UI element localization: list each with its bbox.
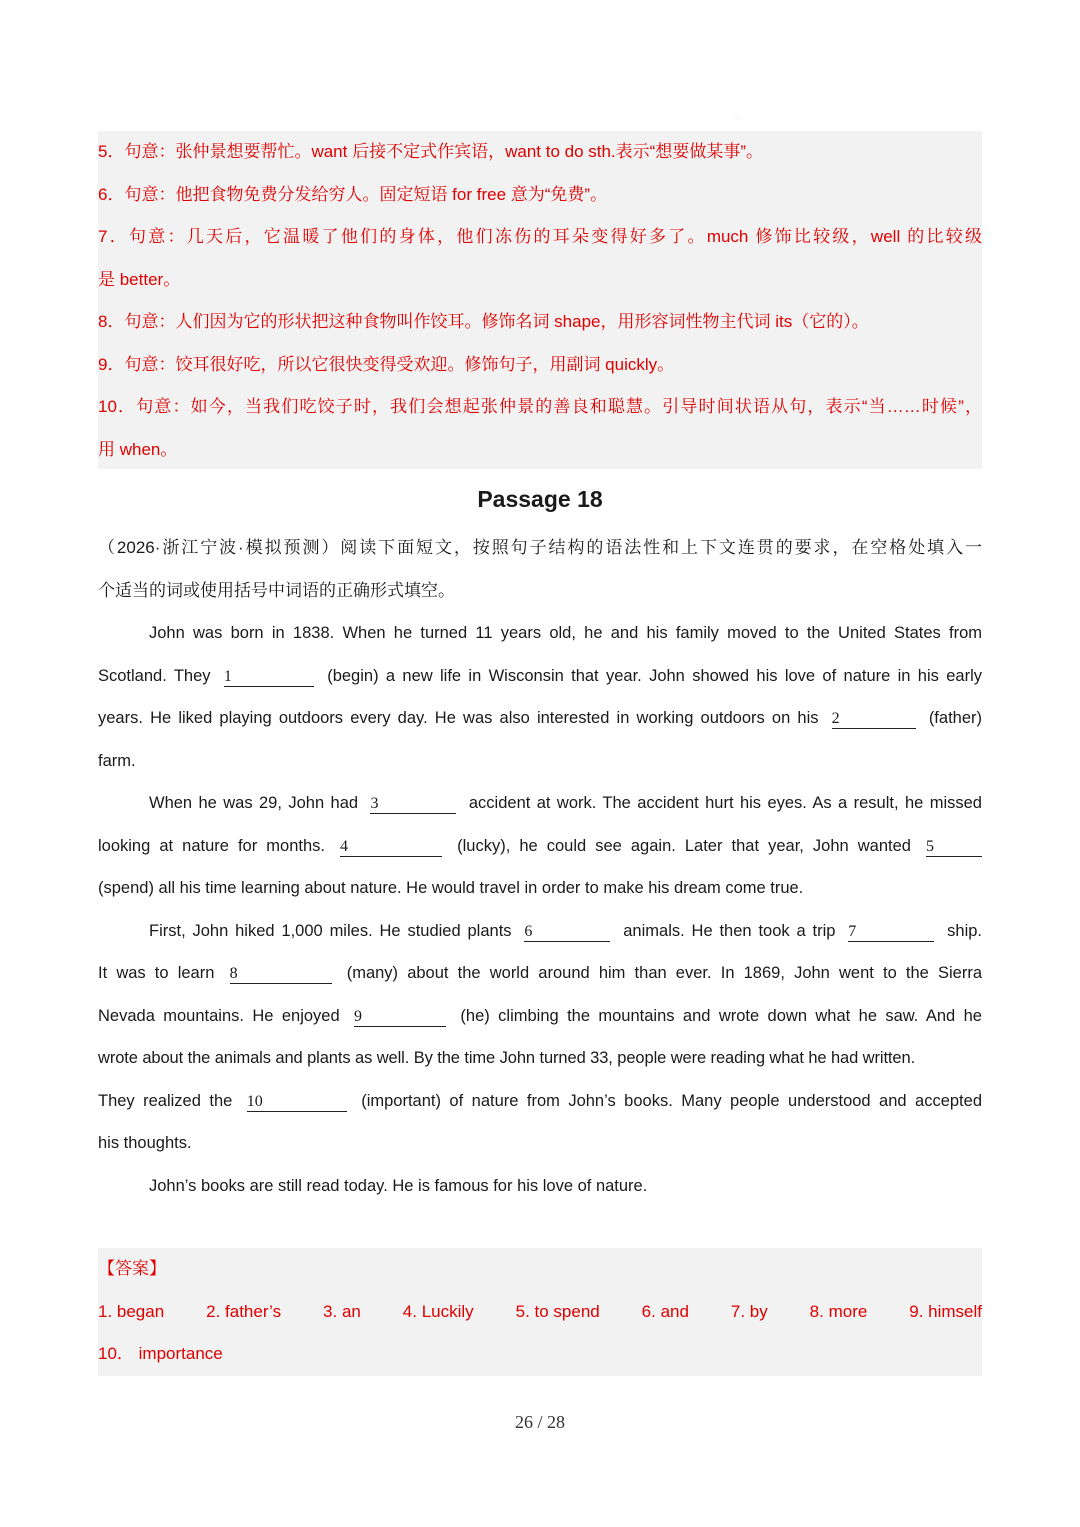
answer-item: 6. and [641,1301,689,1321]
answer-box [98,1248,982,1376]
passage-line: First, John hiked 1,000 miles. He studied plants 6 animals. He then took a trip 7 ship. [149,921,982,940]
page-number: 26 / 28 [514,1412,565,1432]
passage-line: It was to learn 8 (many) about the world around him than ever. In 1869, John went to the Sierra [98,964,982,982]
blank-2[interactable]: 2 [832,710,916,729]
explanation-item: 9．句意：饺耳很好吃，所以它很快变得受欢迎。修饰句子，用副词 quickly。 [98,354,675,374]
passage-line: Scotland. They 1 (begin) a new life in Wisconsin that year. John showed his love of nature in his early [98,666,982,685]
explanation-item: 8．句意：人们因为它的形状把这种食物叫作饺耳。修饰名词 shape，用形容词性物主代词 its（它的）。 [98,312,869,331]
answer-item: 10． importance [98,1344,223,1363]
answer-item: 1. began [98,1301,165,1321]
explanation-item: 用 when。 [98,439,178,459]
passage-line: his thoughts. [98,1134,192,1152]
answer-item: 8. more [809,1301,868,1321]
instructions [98,527,982,612]
passage-body [98,612,982,1207]
blank-8[interactable]: 8 [230,965,332,984]
explanation-box [98,131,982,469]
passage-line: years. He liked playing outdoors every day. He was also interested in working outdoors on his 2 (father) [98,709,982,727]
explanation-item: 6．句意：他把食物免费分发给穷人。固定短语 for free 意为“免费”。 [98,184,608,204]
blank-9[interactable]: 9 [354,1008,446,1027]
passage-line: When he was 29, John had 3 accident at work. The accident hurt his eyes. As a result, he missed [149,794,982,812]
blank-6[interactable]: 6 [524,923,610,942]
passage-line: John was born in 1838. When he turned 11 years old, he and his family moved to the United States from [149,624,982,642]
passage-line: Nevada mountains. He enjoyed 9 (he) climbing the mountains and wrote down what he saw. And he [98,1006,982,1025]
answer-item: 5. to spend [515,1301,600,1321]
passage-title: Passage 18 [477,486,603,512]
blank-4[interactable]: 4 [340,838,442,857]
passage-line: (spend) all his time learning about nature. He would travel in order to make his dream come true. [98,879,804,897]
passage-line: farm. [98,751,136,770]
blank-1[interactable]: 1 [224,668,314,687]
blank-7[interactable]: 7 [848,923,934,942]
explanation-item: 10．句意：如今，当我们吃饺子时，我们会想起张仲景的善良和聪慧。引导时间状语从句，表示“当……时候”， [98,397,982,416]
passage-line: looking at nature for months. 4 (lucky), he could see again. Later that year, John wanted 5 [98,825,982,868]
blank-5[interactable]: 5 [926,838,982,857]
answer-item: 2. father’s [206,1301,282,1321]
answer-item: 3. an [323,1301,361,1321]
instructions-line: 个适当的词或使用括号中词语的正确形式填空。 [98,580,455,600]
explanation-item: 7．句意：几天后，它温暖了他们的身体，他们冻伤的耳朵变得好多了。much 修饰比较级，well 的比较级 [98,227,982,246]
stray-mark: . [735,112,738,121]
explanation-item: 是 better。 [98,269,181,289]
blank-3[interactable]: 3 [370,795,456,814]
answer-item: 4. Luckily [402,1301,474,1321]
instructions-line: （2026·浙江宁波·模拟预测）阅读下面短文，按照句子结构的语法性和上下文连贯的要求，在空格处填入一 [98,538,982,557]
passage-line: They realized the 10 (important) of nature from John’s books. Many people understood and accepted [98,1091,982,1110]
blank-10[interactable]: 10 [247,1093,347,1112]
answer-item: 9. himself [909,1301,982,1321]
answer-heading: 【答案】 [98,1259,166,1278]
explanation-item: 5．句意：张仲景想要帮忙。want 后接不定式作宾语，want to do sth.表示“想要做某事”。 [98,142,763,161]
answer-item: 7. by [730,1301,768,1321]
passage-line: wrote about the animals and plants as well. By the time John turned 33, people were reading what he had written. [98,1049,916,1067]
answer-row [98,1291,982,1334]
passage-line: John’s books are still read today. He is famous for his love of nature. [149,1176,648,1195]
